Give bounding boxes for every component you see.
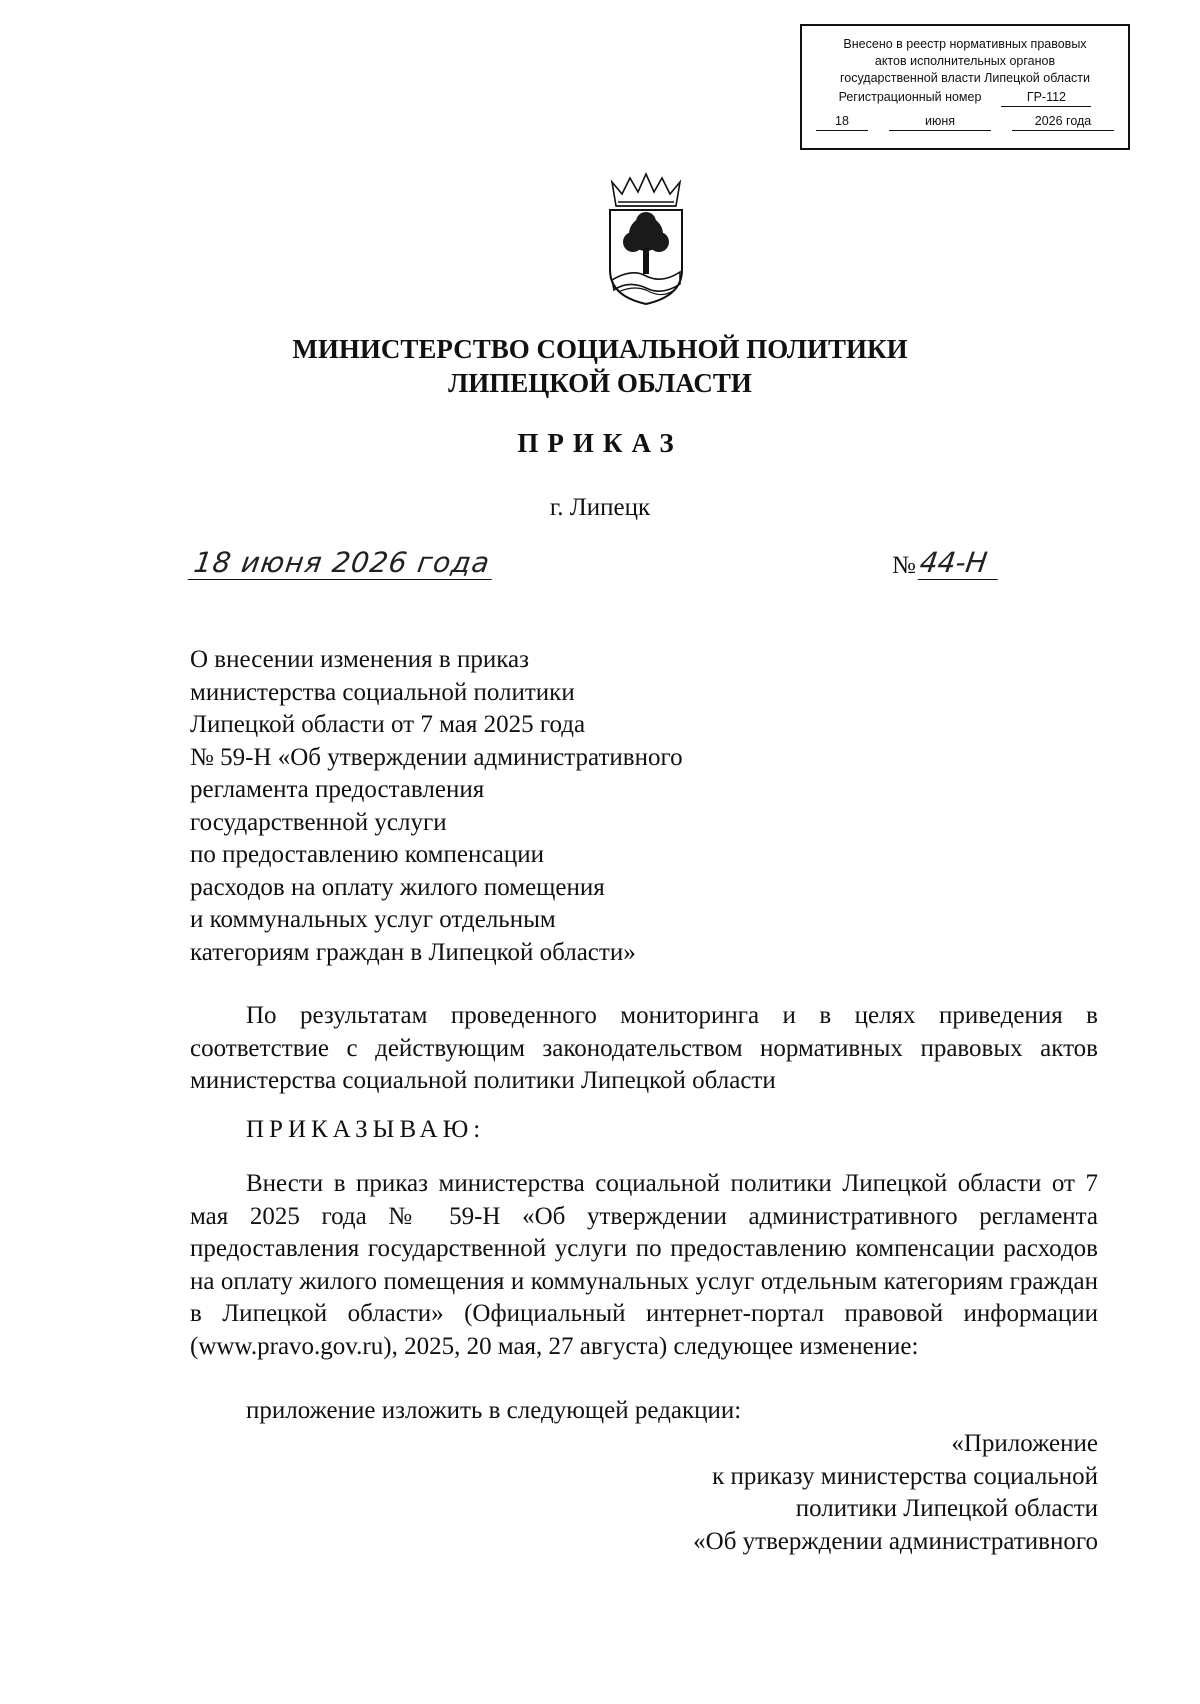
stamp-reg-number: ГР-112 (1001, 89, 1091, 107)
subject-line: по предоставлению компенсации (190, 841, 544, 868)
stamp-date-year: 2026 года (1012, 113, 1114, 131)
preamble-paragraph: По результатам проведенного мониторинга и в целях приведения в соответствие с действующим законодательством нормативных правовых актов министерства социальной политики Липецкой области (190, 1002, 1098, 1094)
stamp-registration-row (802, 89, 1128, 107)
stamp-reg-label: Регистрационный номер (838, 90, 982, 104)
amendment-paragraph: Внести в приказ министерства социальной политики Липецкой области от 7 мая 2025 года № 59-Н «Об утверждении административного регламента предоставления государственной услуги по предоставлению компенсации расходов на оплату жилого помещения и коммунальных услуг отдельным категориям граждан в Липецкой области» (Официальный интернет-портал правовой информации (www.pravo.gov.ru), 2025, 20 мая, 27 августа) следующее изменение: (190, 1170, 1098, 1360)
stamp-line-2: актов исполнительных органов (874, 54, 1056, 68)
appendix-header (693, 1428, 1098, 1558)
appendix-line: «Об утверждении административного (693, 1527, 1098, 1555)
subject-line: министерства социальной политики (190, 678, 575, 706)
stamp-date-row (802, 107, 1128, 131)
city-label: г. Липецк (549, 494, 651, 521)
ministry-name (0, 332, 1200, 400)
stamp-date-day: 18 (816, 113, 868, 131)
registry-stamp (800, 24, 1130, 150)
subject-line: № 59-Н «Об утверждении административного (190, 743, 683, 771)
order-title: ПРИКАЗ (517, 428, 683, 458)
ministry-line-1: МИНИСТЕРСТВО СОЦИАЛЬНОЙ ПОЛИТИКИ (292, 334, 908, 364)
order-directive-word: ПРИКАЗЫВАЮ: (246, 1116, 486, 1143)
order-subject (190, 644, 830, 969)
order-number-block (892, 546, 1000, 580)
subject-line: расходов на оплату жилого помещения (190, 873, 605, 901)
subject-line: государственной услуги (190, 808, 447, 836)
appendix-line: «Приложение (951, 1430, 1098, 1457)
subject-line: категориям граждан в Липецкой области» (190, 938, 636, 966)
subject-line: Липецкой области от 7 мая 2025 года (190, 711, 586, 738)
stamp-line-1: Внесено в реестр нормативных правовых (843, 37, 1087, 51)
subject-line: и коммунальных услуг отдельным (190, 906, 556, 933)
stamp-line-3: государственной власти Липецкой области (839, 71, 1091, 85)
appendix-line: политики Липецкой области (795, 1495, 1098, 1522)
appendix-line: к приказу министерства социальной (712, 1462, 1098, 1490)
ministry-line-2: ЛИПЕЦКОЙ ОБЛАСТИ (448, 368, 752, 398)
order-number-handwritten: 44-Н (917, 546, 1002, 580)
order-date-handwritten: 18 июня 2026 года (188, 546, 497, 580)
instruction-line: приложение изложить в следующей редакции: (246, 1397, 742, 1424)
stamp-date-month: июня (889, 113, 991, 131)
coat-of-arms-icon (602, 172, 690, 308)
order-number-prefix: № (892, 552, 916, 579)
subject-line: регламента предоставления (190, 776, 485, 803)
subject-line: О внесении изменения в приказ (190, 646, 529, 673)
